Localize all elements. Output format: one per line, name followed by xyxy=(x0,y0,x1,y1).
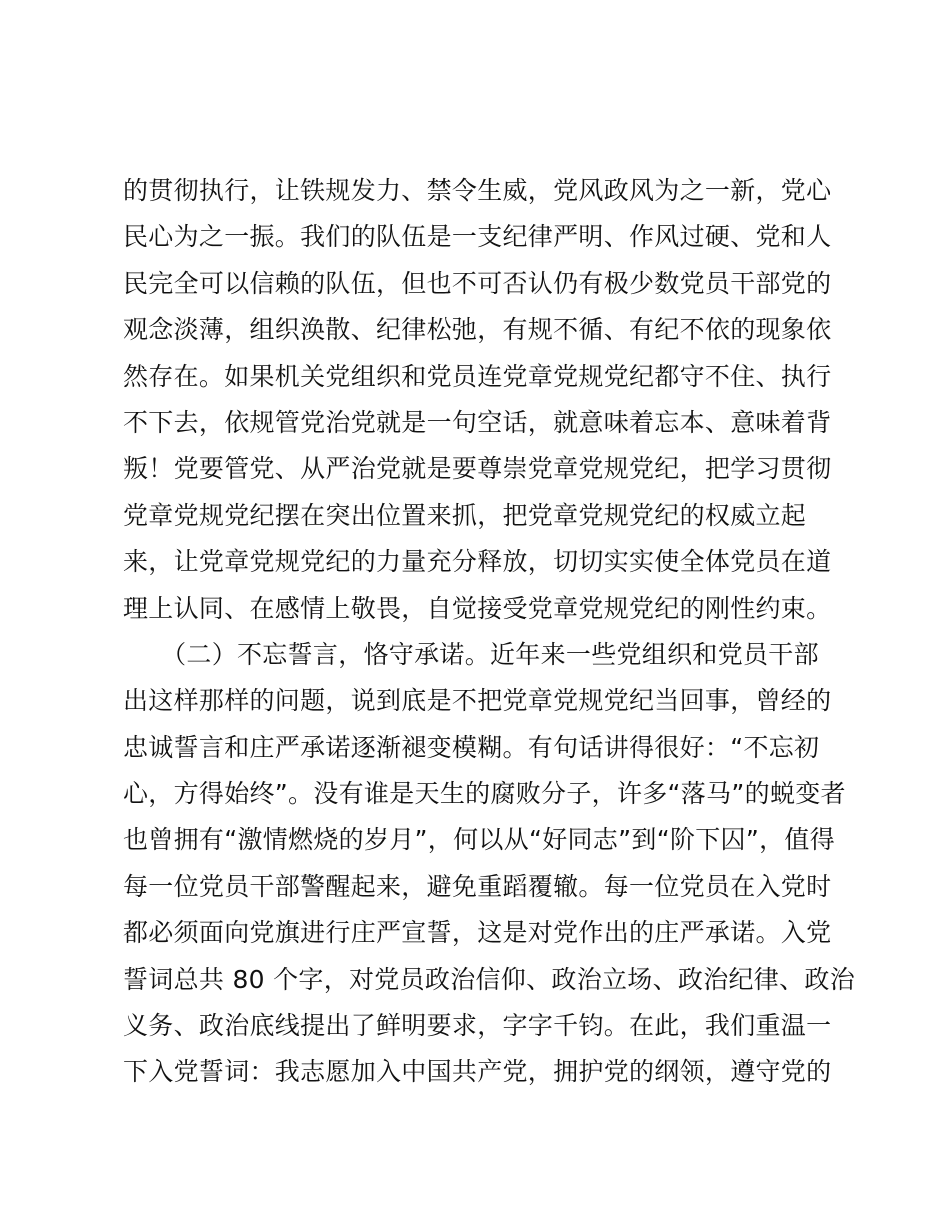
body-text xyxy=(123,168,856,1096)
text-line: 党章党规党纪摆在突出位置来抓，把党章党规党纪的权威立起 xyxy=(123,500,807,530)
text-line: 也曾拥有“激情燃烧的岁月”，何以从“好同志”到“阶下囚”，值得 xyxy=(123,825,836,855)
text-line: 下入党誓词：我志愿加入中国共产党，拥护党的纲领，遵守党的 xyxy=(123,1057,832,1087)
text-line: 每一位党员干部警醒起来，避免重蹈覆辙。每一位党员在入党时 xyxy=(123,871,832,901)
text-line: 然存在。如果机关党组织和党员连党章党规党纪都守不住、执行 xyxy=(123,361,832,391)
text-line: （二）不忘誓言，恪守承诺。近年来一些党组织和党员干部 xyxy=(123,639,819,669)
text-line: 忠诚誓言和庄严承诺逐渐褪变模糊。有句话讲得很好：“不忘初 xyxy=(123,732,820,762)
text-line: 出这样那样的问题，说到底是不把党章党规党纪当回事，曾经的 xyxy=(123,686,832,716)
text-line: 心，方得始终”。没有谁是天生的腐败分子，许多“落马”的蜕变者 xyxy=(123,779,846,809)
text-line: 民完全可以信赖的队伍，但也不可否认仍有极少数党员干部党的 xyxy=(123,268,832,298)
text-line: 都必须面向党旗进行庄严宣誓，这是对党作出的庄严承诺。入党 xyxy=(123,918,832,948)
text-line: 誓词总共 80 个字，对党员政治信仰、政治立场、政治纪律、政治 xyxy=(123,964,856,994)
text-line: 观念淡薄，组织涣散、纪律松弛，有规不循、有纪不依的现象依 xyxy=(123,315,832,345)
text-line: 的贯彻执行，让铁规发力、禁令生威，党风政风为之一新，党心 xyxy=(123,176,832,205)
text-line: 理上认同、在感情上敬畏，自觉接受党章党规党纪的刚性约束。 xyxy=(123,593,832,623)
text-line: 不下去，依规管党治党就是一句空话，就意味着忘本、意味着背 xyxy=(123,407,832,437)
text-line: 民心为之一振。我们的队伍是一支纪律严明、作风过硬、党和人 xyxy=(123,222,832,252)
text-line: 义务、政治底线提出了鲜明要求，字字千钧。在此，我们重温一 xyxy=(123,1011,832,1041)
text-line: 叛！党要管党、从严治党就是要尊崇党章党规党纪，把学习贯彻 xyxy=(123,454,832,484)
text-line: 来，让党章党规党纪的力量充分释放，切切实实使全体党员在道 xyxy=(123,547,832,577)
